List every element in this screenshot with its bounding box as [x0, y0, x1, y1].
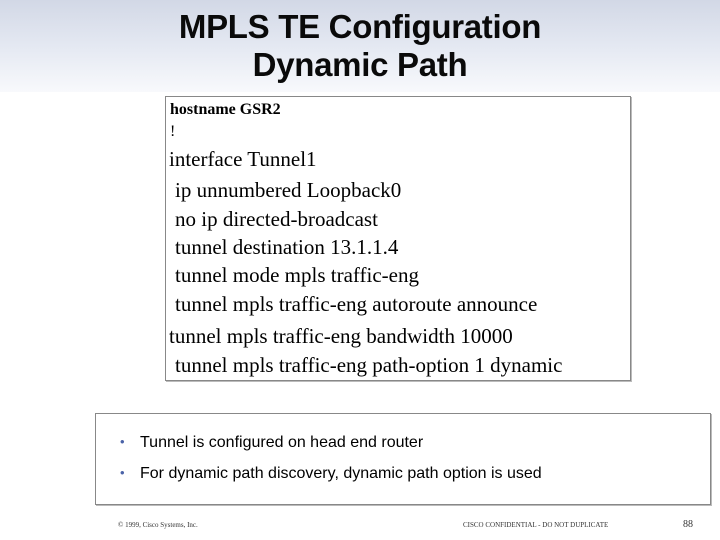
bullet-text-1: Tunnel is configured on head end router — [140, 434, 424, 451]
bullet-box — [95, 413, 711, 505]
config-line-bandwidth: tunnel mpls traffic-eng bandwidth 10000 — [169, 324, 513, 348]
slide-title-line-2: Dynamic Path — [252, 46, 468, 83]
config-box — [165, 96, 631, 381]
footer-confidential: CISCO CONFIDENTIAL - DO NOT DUPLICATE — [463, 521, 609, 529]
config-line-tunnel-mode: tunnel mode mpls traffic-eng — [175, 263, 419, 287]
footer-copyright: © 1999, Cisco Systems, Inc. — [118, 521, 198, 529]
config-line-autoroute: tunnel mpls traffic-eng autoroute announce — [175, 292, 538, 316]
page-number: 88 — [683, 519, 693, 530]
slide-title-line-1: MPLS TE Configuration — [178, 8, 542, 45]
config-line-tunnel-destination: tunnel destination 13.1.1.4 — [175, 235, 399, 259]
config-line-ip-unnumbered: ip unnumbered Loopback0 — [175, 178, 402, 202]
slide-title — [0, 8, 720, 84]
bullet-item-1 — [120, 434, 423, 452]
bullet-item-2 — [120, 465, 542, 483]
bullet-icon: • — [120, 465, 125, 480]
config-line-hostname: hostname GSR2 — [170, 101, 281, 118]
config-line-interface: interface Tunnel1 — [169, 147, 317, 171]
bullet-text-2: For dynamic path discovery, dynamic path option is used — [140, 465, 542, 482]
bullet-icon: • — [120, 434, 125, 449]
config-line-path-option: tunnel mpls traffic-eng path-option 1 dynamic — [175, 353, 563, 377]
config-line-directed-broadcast: no ip directed-broadcast — [175, 207, 378, 231]
config-line-separator: ! — [170, 123, 176, 140]
